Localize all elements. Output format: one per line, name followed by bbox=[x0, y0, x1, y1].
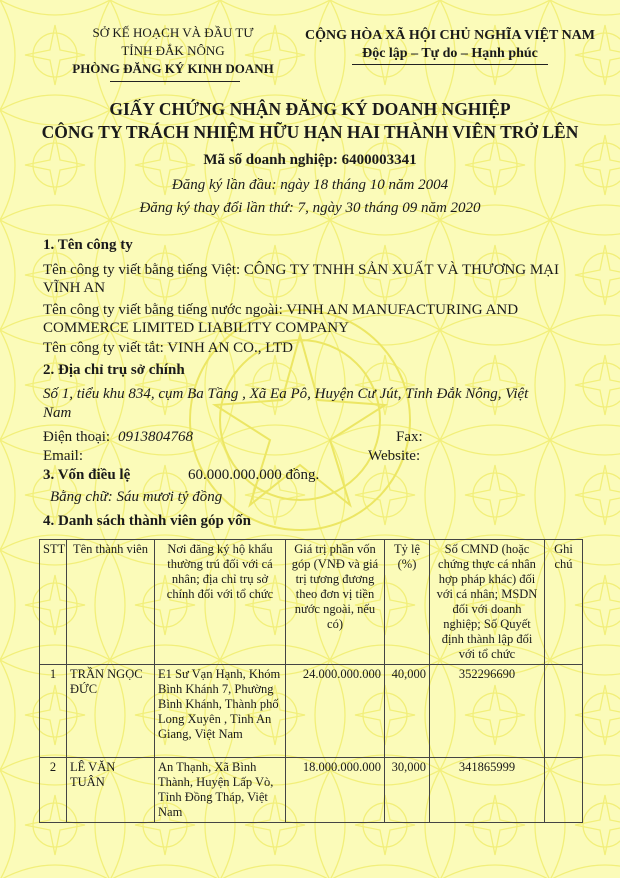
issuer-underline bbox=[110, 81, 240, 82]
charter-capital-in-words: Bằng chữ: Sáu mươi tỷ đồng bbox=[50, 489, 223, 505]
website-label: Website: bbox=[368, 448, 421, 464]
email-label: Email: bbox=[43, 448, 83, 464]
cell-stt: 2 bbox=[40, 758, 67, 823]
cell-note bbox=[545, 758, 583, 823]
phone-value: 0913804768 bbox=[118, 429, 193, 445]
cell-note bbox=[545, 665, 583, 758]
col-header-id-number: Số CMND (hoặc chứng thực cá nhân hợp pháp khác) đối với cá nhân; MSDN đối với doanh nghiệp; Số Quyết định thành lập đối với tổ chức bbox=[430, 540, 545, 665]
address-line1: Số 1, tiểu khu 834, cụm Ba Tầng , Xã Ea Pô, Huyện Cư Jút, Tỉnh Đắk Nông, Việt bbox=[43, 386, 529, 402]
cell-name: TRẦN NGỌC ĐỨC bbox=[67, 665, 155, 758]
national-motto-block bbox=[300, 27, 600, 63]
short-name: Tên công ty viết tắt: VINH AN CO., LTD bbox=[43, 340, 293, 356]
col-header-stt: STT bbox=[40, 540, 67, 665]
section-capital-heading: 3. Vốn điều lệ bbox=[43, 467, 131, 483]
col-header-address: Nơi đăng ký hộ khẩu thường trú đối với cá nhân; địa chỉ trụ sở chính đối với tổ chức bbox=[155, 540, 286, 665]
col-header-note: Ghi chú bbox=[545, 540, 583, 665]
motto-underline bbox=[352, 64, 548, 65]
foreign-name-line1: Tên công ty viết bằng tiếng nước ngoài: VINH AN MANUFACTURING AND bbox=[43, 302, 519, 318]
document-title: GIẤY CHỨNG NHẬN ĐĂNG KÝ DOANH NGHIỆP bbox=[109, 99, 511, 119]
change-registration-date: Đăng ký thay đổi lần thứ: 7, ngày 30 tháng 09 năm 2020 bbox=[139, 200, 481, 216]
col-header-capital: Giá trị phần vốn góp (VNĐ và giá trị tương đương theo đơn vị tiền nước ngoài, nếu có) bbox=[286, 540, 385, 665]
cell-ratio: 30,000 bbox=[385, 758, 430, 823]
section-company-name-heading: 1. Tên công ty bbox=[43, 237, 133, 253]
col-header-name: Tên thành viên bbox=[67, 540, 155, 665]
table-row bbox=[40, 758, 583, 823]
cell-address: E1 Sư Vạn Hạnh, Khóm Bình Khánh 7, Phường Bình Khánh, Thành phố Long Xuyên , Tỉnh An Giang, Việt Nam bbox=[155, 665, 286, 758]
cell-name: LÊ VĂN TUÂN bbox=[67, 758, 155, 823]
cell-capital: 24.000.000.000 bbox=[286, 665, 385, 758]
foreign-name-line2: COMMERCE LIMITED LIABILITY COMPANY bbox=[43, 320, 349, 336]
col-header-ratio: Tỷ lệ (%) bbox=[385, 540, 430, 665]
phone-label: Điện thoại: bbox=[43, 429, 111, 445]
section-address-heading: 2. Địa chỉ trụ sở chính bbox=[43, 362, 185, 378]
table-header-row bbox=[40, 540, 583, 665]
table-row bbox=[40, 665, 583, 758]
vietnamese-name-line1: Tên công ty viết bằng tiếng Việt: CÔNG TY TNHH SẢN XUẤT VÀ THƯƠNG MẠI bbox=[43, 262, 559, 278]
cell-address: An Thạnh, Xã Bình Thành, Huyện Lấp Vò, Tỉnh Đồng Tháp, Việt Nam bbox=[155, 758, 286, 823]
address-line2: Nam bbox=[43, 405, 72, 421]
charter-capital-amount: 60.000.000.000 đồng. bbox=[188, 467, 320, 483]
issuer-block bbox=[38, 24, 308, 78]
document-subtitle: CÔNG TY TRÁCH NHIỆM HỮU HẠN HAI THÀNH VIÊN TRỞ LÊN bbox=[41, 122, 579, 142]
enterprise-code: Mã số doanh nghiệp: 6400003341 bbox=[203, 152, 417, 168]
cell-capital: 18.000.000.000 bbox=[286, 758, 385, 823]
cell-ratio: 40,000 bbox=[385, 665, 430, 758]
vietnamese-name-line2: VĨNH AN bbox=[43, 280, 106, 296]
cell-stt: 1 bbox=[40, 665, 67, 758]
country-name: CỘNG HÒA XÃ HỘI CHỦ NGHĨA VIỆT NAM bbox=[304, 28, 595, 43]
cell-id-number: 352296690 bbox=[430, 665, 545, 758]
fax-label: Fax: bbox=[396, 429, 423, 445]
national-motto: Độc lập – Tự do – Hạnh phúc bbox=[362, 46, 538, 61]
issuer-department: SỞ KẾ HOẠCH VÀ ĐẦU TƯ bbox=[92, 25, 254, 40]
issuer-province: TỈNH ĐẮK NÔNG bbox=[121, 43, 225, 58]
issuer-office: PHÒNG ĐĂNG KÝ KINH DOANH bbox=[72, 61, 274, 76]
members-table bbox=[39, 539, 583, 823]
section-members-heading: 4. Danh sách thành viên góp vốn bbox=[43, 513, 251, 529]
cell-id-number: 341865999 bbox=[430, 758, 545, 823]
first-registration-date: Đăng ký lần đầu: ngày 18 tháng 10 năm 2004 bbox=[171, 177, 449, 193]
